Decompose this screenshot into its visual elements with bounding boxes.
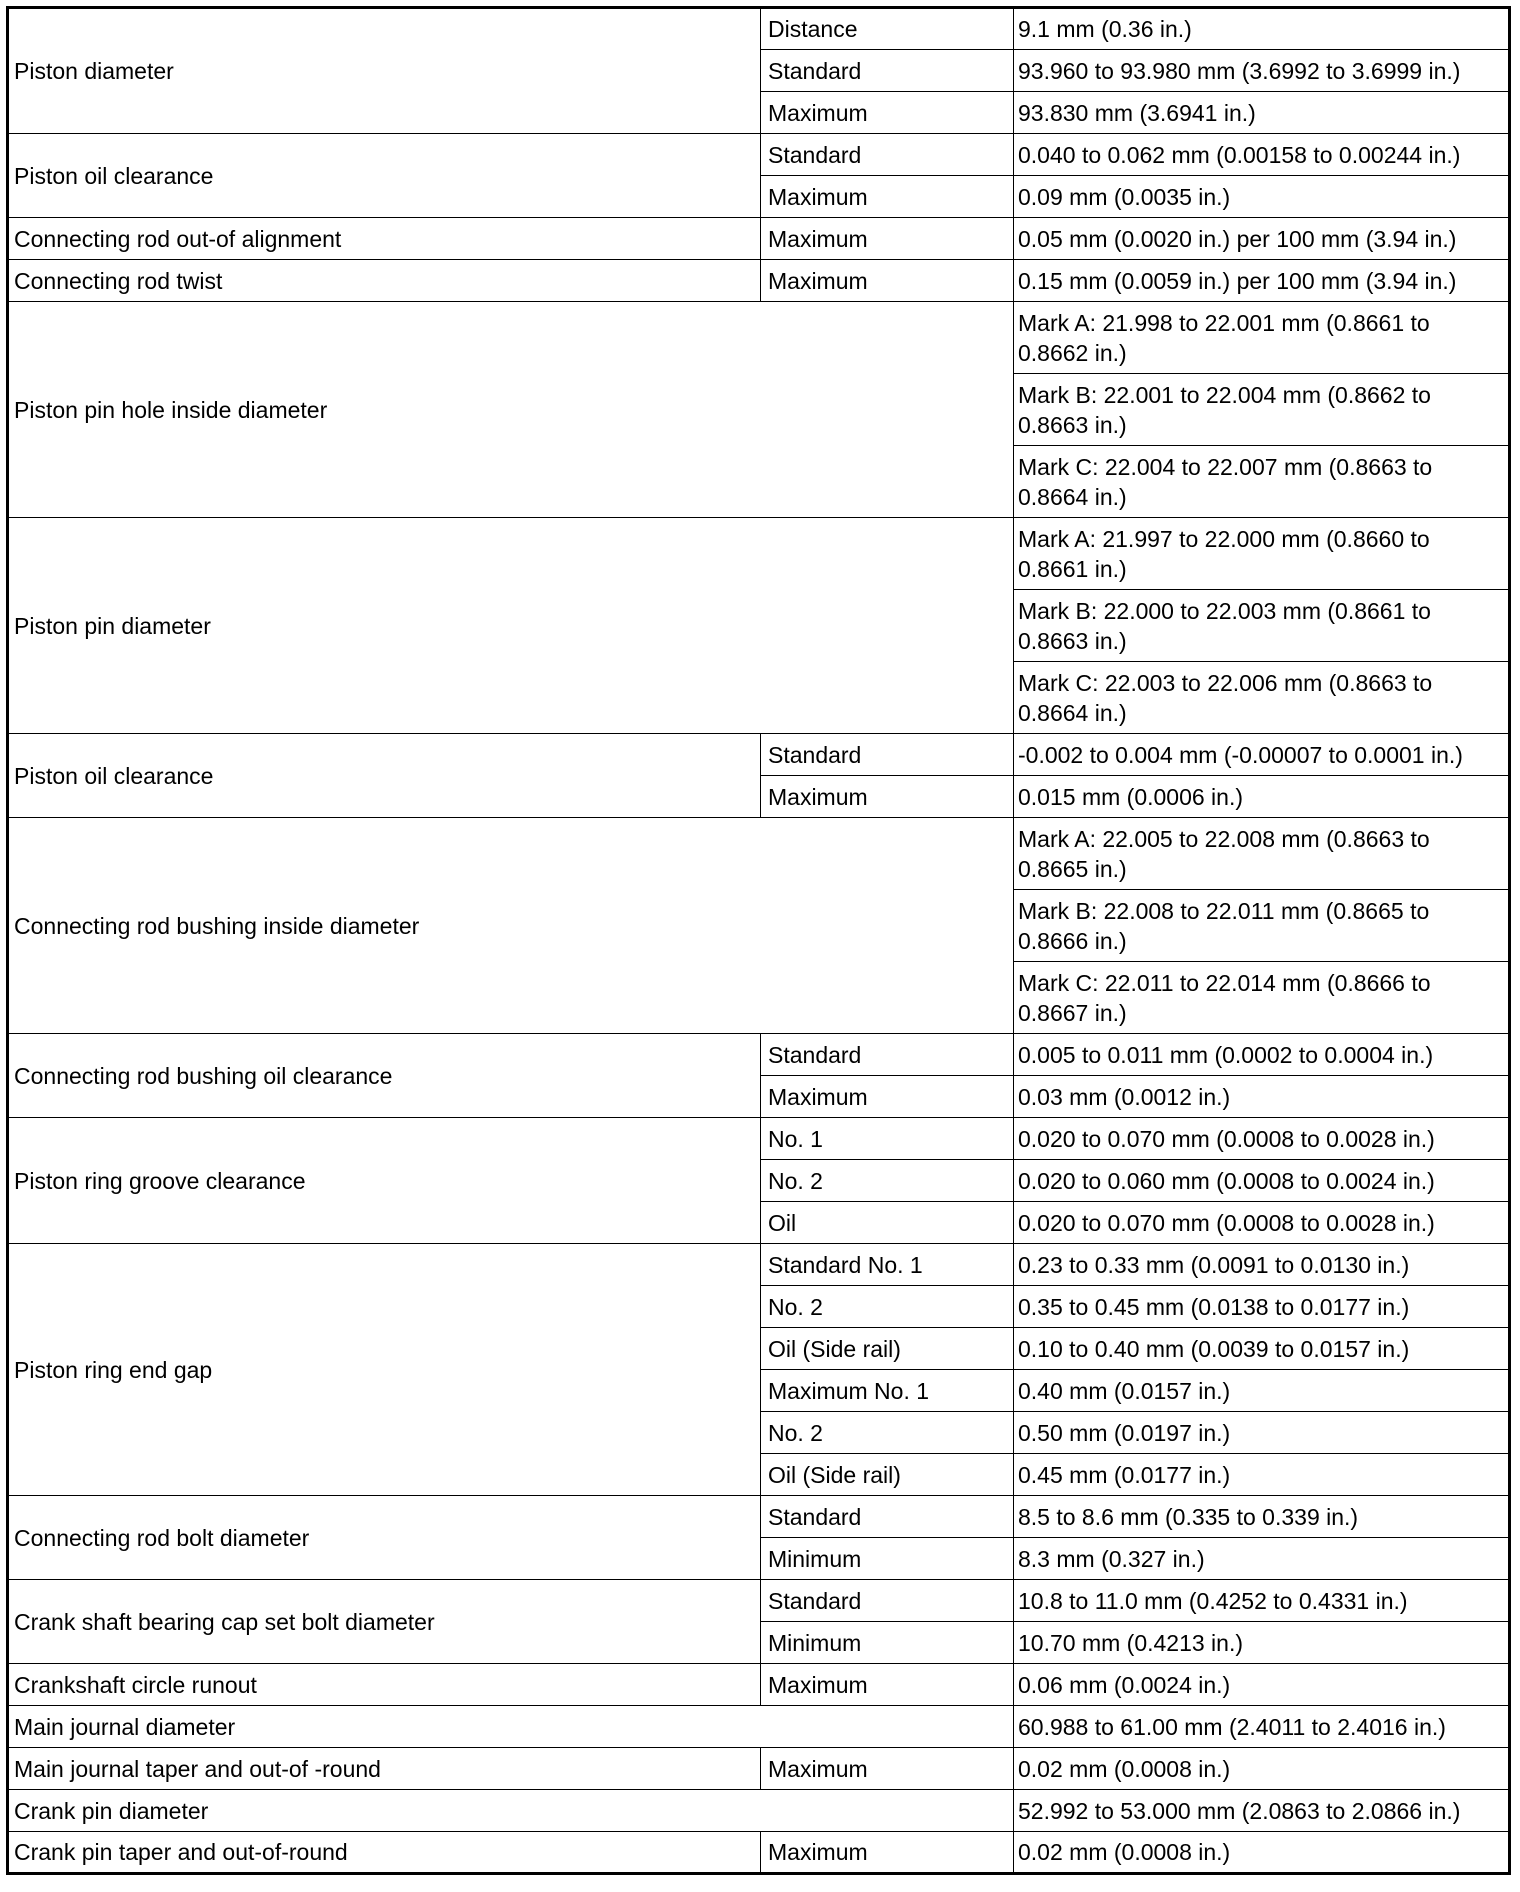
value-cell: 0.020 to 0.070 mm (0.0008 to 0.0028 in.) xyxy=(1014,1202,1510,1244)
condition-cell: Maximum xyxy=(761,92,1014,134)
value-cell: 0.020 to 0.070 mm (0.0008 to 0.0028 in.) xyxy=(1014,1118,1510,1160)
item-label: Connecting rod out-of alignment xyxy=(8,218,761,260)
table-row xyxy=(8,1832,1510,1874)
item-label: Connecting rod bushing inside diameter xyxy=(8,818,1014,1034)
value-cell: 93.830 mm (3.6941 in.) xyxy=(1014,92,1510,134)
item-label: Piston ring end gap xyxy=(8,1244,761,1496)
item-label: Crankshaft circle runout xyxy=(8,1664,761,1706)
condition-cell: Standard xyxy=(761,734,1014,776)
condition-cell: Standard xyxy=(761,1034,1014,1076)
condition-cell: Oil xyxy=(761,1202,1014,1244)
value-cell: 8.5 to 8.6 mm (0.335 to 0.339 in.) xyxy=(1014,1496,1510,1538)
table-row xyxy=(8,1496,1510,1538)
value-cell: 9.1 mm (0.36 in.) xyxy=(1014,8,1510,50)
table-row xyxy=(8,1748,1510,1790)
item-label: Piston pin diameter xyxy=(8,518,1014,734)
condition-cell: Standard xyxy=(761,1496,1014,1538)
item-label: Piston oil clearance xyxy=(8,734,761,818)
item-label: Crank pin taper and out-of-round xyxy=(8,1832,761,1874)
table-row xyxy=(8,1244,1510,1286)
condition-cell: Standard xyxy=(761,134,1014,176)
condition-cell: Maximum xyxy=(761,260,1014,302)
condition-cell: Maximum xyxy=(761,1076,1014,1118)
value-cell: 93.960 to 93.980 mm (3.6992 to 3.6999 in.) xyxy=(1014,50,1510,92)
value-cell: 0.50 mm (0.0197 in.) xyxy=(1014,1412,1510,1454)
item-label: Connecting rod bushing oil clearance xyxy=(8,1034,761,1118)
condition-cell: Maximum xyxy=(761,218,1014,260)
table-row xyxy=(8,1790,1510,1832)
condition-cell: Maximum xyxy=(761,776,1014,818)
value-cell: 10.8 to 11.0 mm (0.4252 to 0.4331 in.) xyxy=(1014,1580,1510,1622)
condition-cell: Maximum xyxy=(761,176,1014,218)
value-cell: 10.70 mm (0.4213 in.) xyxy=(1014,1622,1510,1664)
item-label: Piston diameter xyxy=(8,8,761,134)
value-cell: 0.10 to 0.40 mm (0.0039 to 0.0157 in.) xyxy=(1014,1328,1510,1370)
value-cell: Mark C: 22.004 to 22.007 mm (0.8663 to 0.8664 in.) xyxy=(1014,446,1510,518)
value-cell: 0.02 mm (0.0008 in.) xyxy=(1014,1748,1510,1790)
value-cell: Mark B: 22.000 to 22.003 mm (0.8661 to 0.8663 in.) xyxy=(1014,590,1510,662)
value-cell: Mark A: 21.997 to 22.000 mm (0.8660 to 0.8661 in.) xyxy=(1014,518,1510,590)
table-row xyxy=(8,302,1510,374)
table-row xyxy=(8,818,1510,890)
value-cell: 0.03 mm (0.0012 in.) xyxy=(1014,1076,1510,1118)
condition-cell: No. 2 xyxy=(761,1160,1014,1202)
value-cell: Mark A: 21.998 to 22.001 mm (0.8661 to 0.8662 in.) xyxy=(1014,302,1510,374)
condition-cell: Oil (Side rail) xyxy=(761,1328,1014,1370)
value-cell: 0.020 to 0.060 mm (0.0008 to 0.0024 in.) xyxy=(1014,1160,1510,1202)
condition-cell: Distance xyxy=(761,8,1014,50)
table-row xyxy=(8,134,1510,176)
value-cell: 0.09 mm (0.0035 in.) xyxy=(1014,176,1510,218)
value-cell: 8.3 mm (0.327 in.) xyxy=(1014,1538,1510,1580)
item-label: Piston oil clearance xyxy=(8,134,761,218)
value-cell: -0.002 to 0.004 mm (-0.00007 to 0.0001 in.) xyxy=(1014,734,1510,776)
value-cell: 60.988 to 61.00 mm (2.4011 to 2.4016 in.) xyxy=(1014,1706,1510,1748)
condition-cell: Maximum xyxy=(761,1832,1014,1874)
value-cell: 52.992 to 53.000 mm (2.0863 to 2.0866 in.) xyxy=(1014,1790,1510,1832)
value-cell: Mark C: 22.003 to 22.006 mm (0.8663 to 0.8664 in.) xyxy=(1014,662,1510,734)
item-label: Crank pin diameter xyxy=(8,1790,1014,1832)
table-row xyxy=(8,518,1510,590)
value-cell: 0.45 mm (0.0177 in.) xyxy=(1014,1454,1510,1496)
condition-cell: Maximum xyxy=(761,1664,1014,1706)
item-label: Piston ring groove clearance xyxy=(8,1118,761,1244)
table-row xyxy=(8,260,1510,302)
item-label: Piston pin hole inside diameter xyxy=(8,302,1014,518)
value-cell: 0.40 mm (0.0157 in.) xyxy=(1014,1370,1510,1412)
table-row xyxy=(8,1706,1510,1748)
condition-cell: No. 2 xyxy=(761,1286,1014,1328)
value-cell: 0.015 mm (0.0006 in.) xyxy=(1014,776,1510,818)
value-cell: 0.02 mm (0.0008 in.) xyxy=(1014,1832,1510,1874)
item-label: Connecting rod bolt diameter xyxy=(8,1496,761,1580)
condition-cell: Maximum No. 1 xyxy=(761,1370,1014,1412)
item-label: Crank shaft bearing cap set bolt diameter xyxy=(8,1580,761,1664)
table-row xyxy=(8,1034,1510,1076)
item-label: Connecting rod twist xyxy=(8,260,761,302)
value-cell: 0.23 to 0.33 mm (0.0091 to 0.0130 in.) xyxy=(1014,1244,1510,1286)
condition-cell: Minimum xyxy=(761,1538,1014,1580)
condition-cell: No. 1 xyxy=(761,1118,1014,1160)
specification-table xyxy=(6,6,1511,1875)
condition-cell: Oil (Side rail) xyxy=(761,1454,1014,1496)
condition-cell: Minimum xyxy=(761,1622,1014,1664)
table-row xyxy=(8,8,1510,50)
value-cell: 0.35 to 0.45 mm (0.0138 to 0.0177 in.) xyxy=(1014,1286,1510,1328)
condition-cell: Standard xyxy=(761,50,1014,92)
table-row xyxy=(8,1664,1510,1706)
value-cell: Mark C: 22.011 to 22.014 mm (0.8666 to 0.8667 in.) xyxy=(1014,962,1510,1034)
condition-cell: Standard xyxy=(761,1580,1014,1622)
value-cell: 0.040 to 0.062 mm (0.00158 to 0.00244 in.) xyxy=(1014,134,1510,176)
value-cell: Mark B: 22.008 to 22.011 mm (0.8665 to 0.8666 in.) xyxy=(1014,890,1510,962)
table-row xyxy=(8,1580,1510,1622)
table-row xyxy=(8,1118,1510,1160)
value-cell: Mark A: 22.005 to 22.008 mm (0.8663 to 0.8665 in.) xyxy=(1014,818,1510,890)
value-cell: 0.15 mm (0.0059 in.) per 100 mm (3.94 in.) xyxy=(1014,260,1510,302)
table-row xyxy=(8,734,1510,776)
value-cell: Mark B: 22.001 to 22.004 mm (0.8662 to 0.8663 in.) xyxy=(1014,374,1510,446)
value-cell: 0.05 mm (0.0020 in.) per 100 mm (3.94 in.) xyxy=(1014,218,1510,260)
table-row xyxy=(8,218,1510,260)
value-cell: 0.06 mm (0.0024 in.) xyxy=(1014,1664,1510,1706)
value-cell: 0.005 to 0.011 mm (0.0002 to 0.0004 in.) xyxy=(1014,1034,1510,1076)
item-label: Main journal diameter xyxy=(8,1706,1014,1748)
condition-cell: Maximum xyxy=(761,1748,1014,1790)
condition-cell: Standard No. 1 xyxy=(761,1244,1014,1286)
item-label: Main journal taper and out-of -round xyxy=(8,1748,761,1790)
condition-cell: No. 2 xyxy=(761,1412,1014,1454)
